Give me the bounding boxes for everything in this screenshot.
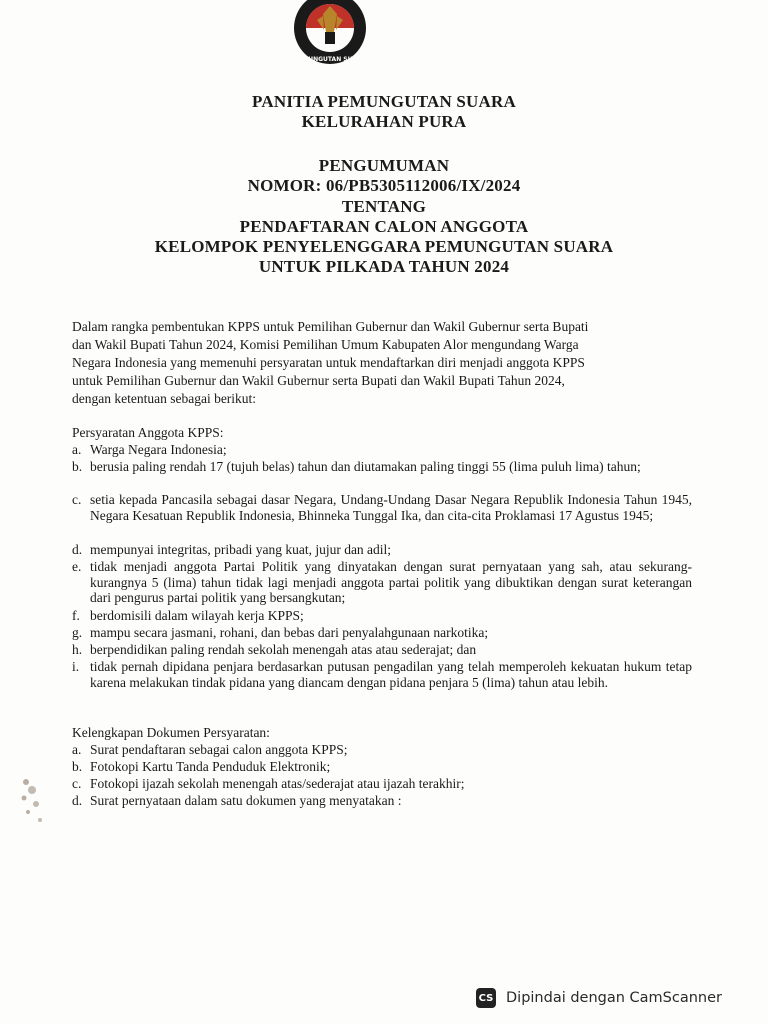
announcement-subject-line3: UNTUK PILKADA TAHUN 2024 (258, 257, 510, 276)
intro-line: Negara Indonesia yang memenuhi persyaratan untuk mendaftarkan diri menjadi anggota KPPS (72, 355, 585, 370)
camscanner-watermark (476, 982, 758, 1014)
requirement-label: h. (72, 642, 83, 657)
requirement-text: mempunyai integritas, pribadi yang kuat, jujur dan adil; (90, 542, 392, 557)
intro-line: dan Wakil Bupati Tahun 2024, Komisi Pemilihan Umum Kabupaten Alor mengundang Warga (72, 337, 579, 352)
requirement-label: d. (72, 542, 83, 557)
requirement-text: tidak menjadi anggota Partai Politik yang dinyatakan dengan surat pernyataan yang sah, atau sekurang-kurangnya 5 (lima) tahun tidak lagi menjadi anggota partai politik yang dibuktikan dengan surat keterangan dari pengurus partai politik yang bersangkutan; (90, 559, 692, 605)
intro-line: dengan ketentuan sebagai berikut: (72, 391, 257, 406)
camscanner-label: Dipindai dengan CamScanner (506, 990, 723, 1006)
requirement-text: berpendidikan paling rendah sekolah menengah atas atau sederajat; dan (90, 642, 477, 657)
requirement-label: e. (72, 559, 82, 574)
document-text: Surat pernyataan dalam satu dokumen yang menyatakan : (90, 793, 402, 808)
requirement-label: b. (72, 459, 83, 474)
requirement-label: g. (72, 625, 83, 640)
announcement-subject-line1: PENDAFTARAN CALON ANGGOTA (239, 217, 529, 236)
logo-ring-text: PEMUNGUTAN SUARA (293, 56, 367, 63)
organization-unit: KELURAHAN PURA (301, 112, 467, 131)
document-text: Fotokopi Kartu Tanda Penduduk Elektronik; (90, 759, 331, 774)
announcement-title: PENGUMUMAN (318, 156, 450, 175)
requirement-label: a. (72, 442, 82, 457)
kpu-emblem-logo (293, 0, 367, 72)
requirement-text: berdomisili dalam wilayah kerja KPPS; (90, 608, 304, 623)
intro-line: untuk Pemilihan Gubernur dan Wakil Gubernur serta Bupati dan Wakil Bupati Tahun 2024, (72, 373, 565, 388)
requirement-text: mampu secara jasmani, rohani, dan bebas dari penyalahgunaan narkotika; (90, 625, 489, 640)
requirement-label: c. (72, 492, 82, 507)
announcement-about: TENTANG (341, 197, 427, 216)
scan-stain (16, 770, 52, 830)
requirement-text: setia kepada Pancasila sebagai dasar Negara, Undang-Undang Dasar Negara Republik Indonesia Tahun 1945, Negara Kesatuan Republik Indonesia, Bhinneka Tunggal Ika, dan cita-cita Proklamasi 17 Agustus 1945; (90, 492, 692, 523)
requirement-text: tidak pernah dipidana penjara berdasarkan putusan pengadilan yang telah memperoleh kekuatan hukum tetap karena melakukan tindak pidana yang diancam dengan pidana penjara 5 (lima) tahun atau lebih. (90, 659, 692, 690)
documents-heading: Kelengkapan Dokumen Persyaratan: (72, 725, 270, 740)
document-label: d. (72, 793, 83, 808)
document-text: Fotokopi ijazah sekolah menengah atas/sederajat atau ijazah terakhir; (90, 776, 465, 791)
announcement-subject-line2: KELOMPOK PENYELENGGARA PEMUNGUTAN SUARA (154, 237, 614, 256)
organization-name: PANITIA PEMUNGUTAN SUARA (252, 92, 516, 111)
requirement-text: Warga Negara Indonesia; (90, 442, 227, 457)
requirement-text: berusia paling rendah 17 (tujuh belas) tahun dan diutamakan paling tinggi 55 (lima puluh lima) tahun; (90, 459, 641, 474)
announcement-number: NOMOR: 06/PB5305112006/IX/2024 (247, 176, 521, 195)
camscanner-icon: CS (476, 988, 496, 1008)
document-text: Surat pendaftaran sebagai calon anggota KPPS; (90, 742, 348, 757)
requirements-heading: Persyaratan Anggota KPPS: (72, 425, 224, 440)
document-label: b. (72, 759, 83, 774)
intro-line: Dalam rangka pembentukan KPPS untuk Pemilihan Gubernur dan Wakil Gubernur serta Bupati (72, 319, 589, 334)
requirement-label: f. (72, 608, 80, 623)
document-label: c. (72, 776, 82, 791)
document-label: a. (72, 742, 82, 757)
requirement-label: i. (72, 659, 80, 674)
